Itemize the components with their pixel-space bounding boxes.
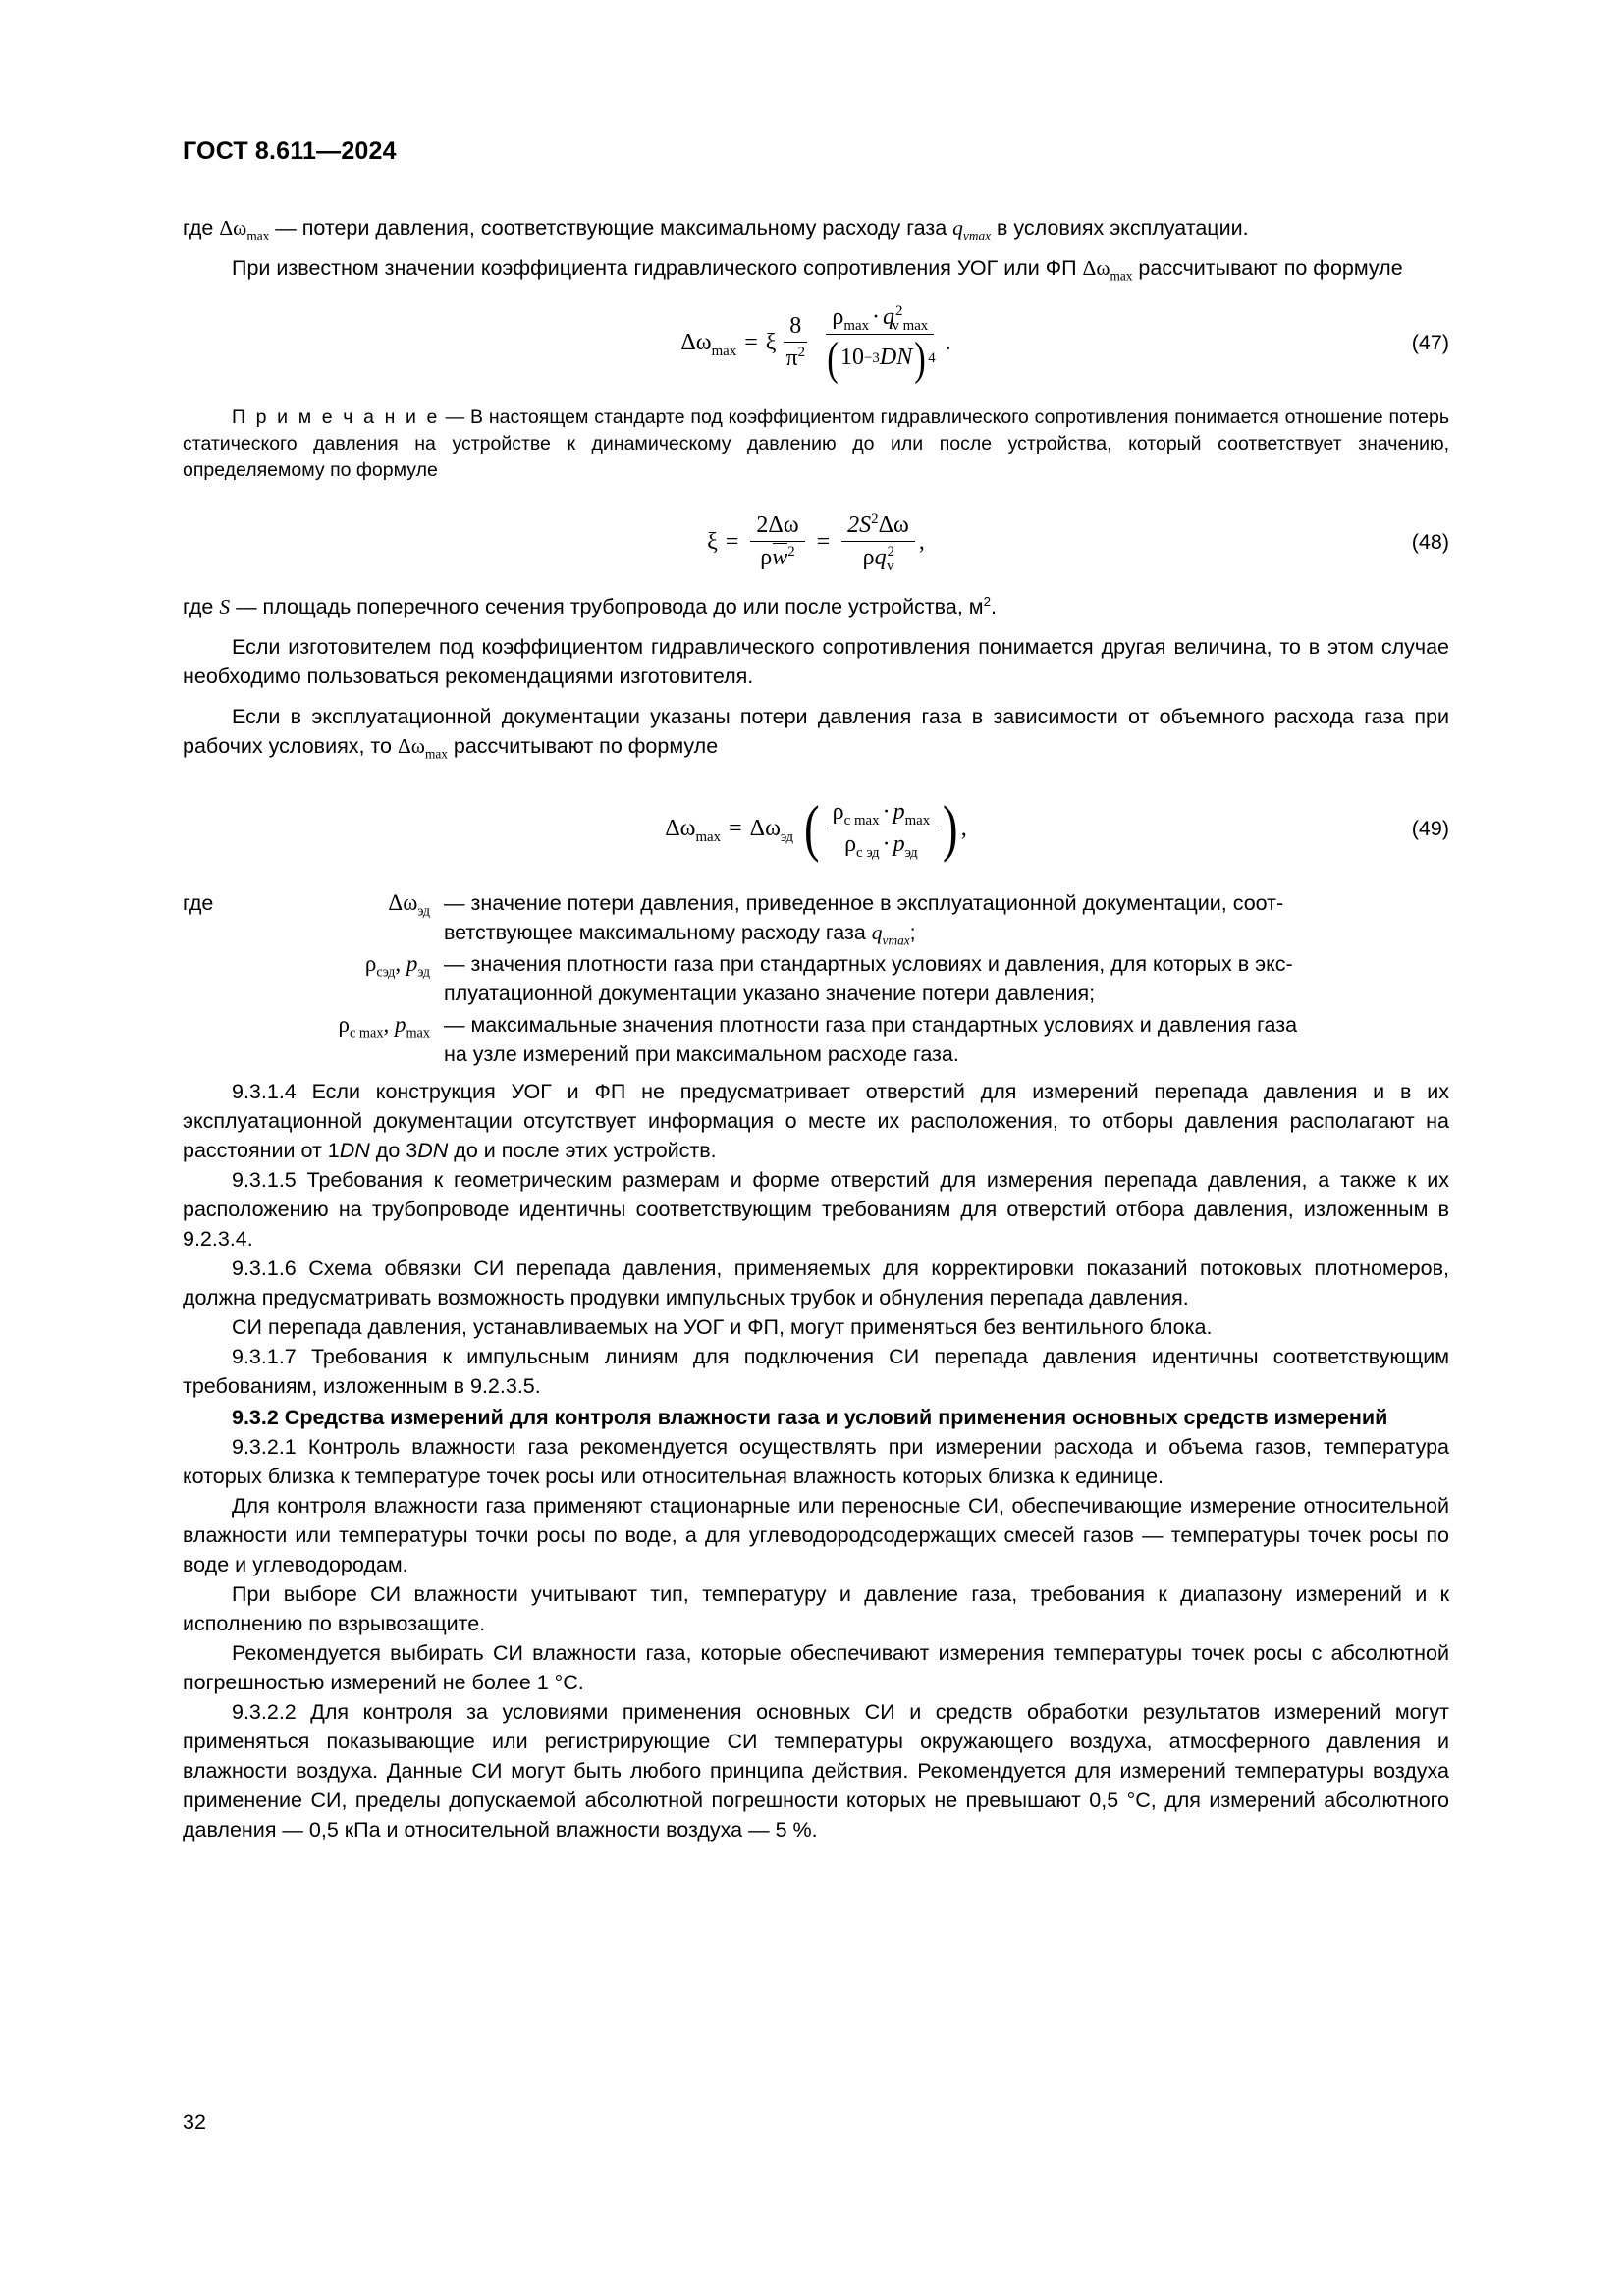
note-text: — В настоящем стандарте под коэффициентом гидравлического сопротивления понимается отношение потерь статического давления на устройстве к динамическому давлению до или после устройства, который соответствует значению, определяемому по формуле	[183, 406, 1450, 482]
f48-equals-1: =	[725, 528, 739, 555]
symbol-delta-omega-ed: $\Delta\omega_{эд}$	[388, 890, 430, 920]
paragraph-text-a2: Если в эксплуатационной документации указаны потери давления газа в зависимости от объемного расхода газа при рабочих условиях, то	[183, 705, 1449, 759]
f48-xi: ξ	[707, 528, 718, 555]
formula-49-row	[183, 786, 1449, 871]
formula-48-number: (48)	[1411, 529, 1449, 554]
where-text-rho-ced	[444, 949, 1449, 1008]
clause-9-3-1-7: 9.3.1.7 Требования к импульсным линиям для подключения СИ перепада давления идентичны соответствующим требованиям, изложенным в 9.2.3.5.	[183, 1345, 1449, 1399]
symbol-qvmax-2: $q_{vmax}$	[871, 921, 910, 948]
symbol-dn-1: DN	[339, 1139, 370, 1163]
where-definitions-block	[183, 888, 1449, 1069]
symbol-rho-ced-p-ed: $\rho_{cэд}$, $p_{эд}$	[364, 951, 430, 981]
f49-fraction: $\frac{\rho_{c max} \cdot p_{max}}{\rho_{c эд} \cdot p_{эд}}$	[827, 799, 937, 859]
symbol-delta-omega-max-inline-2: $\Delta\omega_{max}$	[397, 734, 448, 762]
f48-equals-2: =	[816, 528, 831, 555]
where-text-line-2: ветствующее максимальному расходу газа	[444, 921, 872, 945]
formula-47	[680, 303, 951, 385]
formula-48	[707, 512, 925, 572]
f47-xi: ξ	[765, 329, 777, 355]
f49-rhs-delta: $\Delta\omega_{эд}$	[749, 815, 794, 845]
where-row-delta-omega-ed	[183, 888, 1449, 947]
where-text-delta-omega-ed: — значение потери давления, приведенное в эксплуатационной документации, соот- ветствующее максимальному расходу газа $q_{vmax}$;	[444, 891, 1284, 948]
formula-47-number: (47)	[1411, 330, 1449, 354]
where-keyword: где	[183, 216, 220, 240]
page-number: 32	[183, 2110, 206, 2134]
note-label: П р и м е ч а н и е	[232, 406, 440, 429]
paragraph-operational-documentation	[183, 702, 1449, 761]
clause-9-3-1-5: 9.3.1.5 Требования к геометрическим размерам и форме отверстий для измерения перепада давления, а также к их расположению на трубопроводе идентичны соответствующим требованиям для отверстий отбора давления, изложенным в 9.2.3.4.	[183, 1168, 1449, 1252]
symbol-rho-cmax-p-max: $\rho_{c max}$, $p_{max}$	[338, 1012, 430, 1041]
formula-49-number: (49)	[1411, 816, 1449, 840]
page-content	[183, 137, 1449, 1844]
where-definition-S: — площадь поперечного сечения трубопровода до или после устройства, м	[230, 595, 984, 619]
where-text-rho-cmax	[444, 1010, 1449, 1069]
formula-48-row	[183, 509, 1449, 574]
document-standard-header: ГОСТ 8.611—2024	[183, 137, 397, 165]
where-row-rho-ced-p-ed	[183, 949, 1449, 1008]
f48-comma: ,	[918, 528, 925, 555]
where-text-line-2c: на узле измерений при максимальном расходе газа.	[444, 1042, 959, 1067]
f47-lhs: $\Delta\omega_{max}$	[680, 329, 737, 359]
superscript-2: 2	[983, 594, 991, 610]
f49-comma: ,	[960, 815, 967, 841]
symbol-dn-2: DN	[417, 1139, 449, 1163]
clause-9-3-1-6: 9.3.1.6 Схема обвязки СИ перепада давления, применяемых для корректировки показаний потоковых плотномеров, должна предусматривать возможность продувки импульсных трубок и обнуления перепада давления.	[183, 1256, 1449, 1310]
heading-9-3-2: 9.3.2 Средства измерений для контроля влажности газа и условий применения основных средств измерений	[232, 1406, 1388, 1430]
where-text-line-1: — значение потери давления, приведенное в эксплуатационной документации, соот-	[444, 891, 1284, 916]
f48-fraction-2: $\frac{2S^2\Delta\omega}{\rho q^2_v}$	[841, 512, 915, 572]
f47-fraction-main: $\rho_{max} \cdot q^2_{v max}$ ( 10 −3 DN ) 4	[827, 303, 936, 385]
note-block	[183, 404, 1449, 484]
where-row-rho-cmax-p-max	[183, 1010, 1449, 1069]
where-text-line-1b: — значения плотности газа при стандартных условиях и давления, для которых в экс-	[444, 952, 1293, 977]
paragraph-known-coefficient	[183, 253, 1449, 283]
where-keyword-3: где	[183, 891, 214, 916]
symbol-delta-omega-max: $\Delta\omega_{max}$	[219, 216, 270, 243]
f49-lhs: $\Delta\omega_{max}$	[665, 815, 722, 845]
f47-equals: =	[744, 329, 758, 355]
paragraph-text-b: рассчитывают по формуле	[1132, 256, 1403, 280]
symbol-qvmax: $q_{vmax}$	[952, 216, 992, 243]
paragraph-where-delta-omega-max	[183, 213, 1449, 242]
paragraph-where-S: где S — площадь поперечного сечения трубопровода до или после устройства, $м^2$.	[183, 594, 997, 619]
where-definition-tail: в условиях эксплуатации.	[991, 216, 1249, 240]
f49-parenthesis-group: ( $\frac{\rho_{c max} \cdot p_{max}}{\rho_{c эд} \cdot p_{эд}}$ )	[804, 793, 958, 865]
symbol-S: S	[219, 595, 231, 619]
clause-9-3-2-2: 9.3.2.2 Для контроля за условиями применения основных СИ и средств обработки результатов измерений могут применяться показывающие или регистрирующие СИ температуры окружающего воздуха, атмосферного давления и влажности воздуха. Данные СИ могут быть любого принципа действия. Рекомендуется для измерений температуры воздуха применение СИ, пределы допускаемой абсолютной погрешности которых не превышают 0,5 °С, для измерений абсолютного давления — 0,5 кПа и относительной влажности воздуха — 5 %.	[183, 1700, 1449, 1842]
formula-49	[665, 793, 967, 865]
formula-47-row	[183, 303, 1449, 385]
f47-fraction-8-pi2: $\frac{8}{\pi^2}$	[780, 313, 811, 373]
where-text-line-1c: — максимальные значения плотности газа при стандартных условиях и давления газа	[444, 1013, 1298, 1038]
clause-9-3-2-1: 9.3.2.1 Контроль влажности газа рекомендуется осуществлять при измерении расхода и объема газов, температура которых близка к температуре точек росы или относительная влажность которых близка к единице.	[183, 1435, 1449, 1489]
where-text-line-2b: плуатационной документации указано значение потери давления;	[444, 982, 1096, 1006]
paragraph-text-a: При известном значении коэффициента гидравлического сопротивления УОГ или ФП	[232, 256, 1083, 280]
f49-equals: =	[729, 815, 742, 841]
clause-9-3-2-1-d: Рекомендуется выбирать СИ влажности газа, которые обеспечивают измерения температуры точек росы с абсолютной погрешностью измерений не более 1 °С.	[183, 1641, 1449, 1695]
clause-9-3-1-6-b: СИ перепада давления, устанавливаемых на УОГ и ФП, могут применяться без вентильного блока.	[232, 1315, 1213, 1340]
where-definition-text: — потери давления, соответствующие максимальному расходу газа	[269, 216, 953, 240]
where-keyword-2: где	[183, 595, 220, 619]
f48-fraction-1: $\frac{2\Delta\omega}{\rho w^2}$	[750, 512, 804, 572]
clause-9-3-2-1-b: Для контроля влажности газа применяют стационарные или переносные СИ, обеспечивающие измерение относительной влажности или температуры точки росы по воде, а для углеводородсодержащих смесей газов — температуры точек росы по воде и углеводородам.	[183, 1494, 1449, 1577]
paragraph-manufacturer-coefficient: Если изготовителем под коэффициентом гидравлического сопротивления понимается другая величина, то в этом случае необходимо пользоваться рекомендациями изготовителя.	[183, 635, 1449, 689]
f47-period: .	[945, 329, 951, 355]
clause-9-3-2-1-c: При выборе СИ влажности учитывают тип, температуру и давление газа, требования к диапазону измерений и к исполнению по взрывозащите.	[183, 1582, 1449, 1636]
paragraph-text-b2: рассчитывают по формуле	[447, 734, 719, 759]
clause-9-3-1-4: 9.3.1.4 Если конструкция УОГ и ФП не предусматривает отверстий для измерений перепада давления и в их эксплуатационной документации отсутствует информация о месте их расположения, то отборы давления располагают на расстоянии от 1DN до 3DN до и после этих устройств.	[183, 1080, 1449, 1163]
symbol-delta-omega-max-inline: $\Delta\omega_{max}$	[1082, 256, 1133, 284]
